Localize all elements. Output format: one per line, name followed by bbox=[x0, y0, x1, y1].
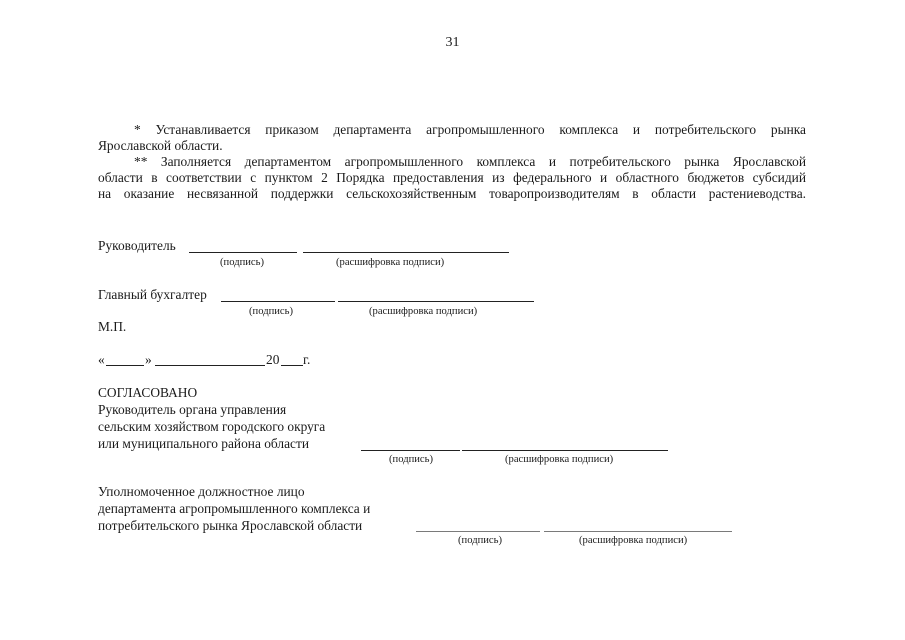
approved-decoding-line bbox=[462, 450, 668, 451]
date-day-line bbox=[106, 365, 144, 366]
official-decoding-line bbox=[544, 531, 732, 532]
official-signature-line bbox=[416, 531, 540, 532]
footnote-2-line-2: области в соответствии с пунктом 2 Порядка предоставления из федерального и областного бюджетов субсидий bbox=[98, 170, 806, 185]
footnote-2-line-3: на оказание несвязанной поддержки сельскохозяйственным товаропроизводителям в области растениеводства. bbox=[98, 186, 806, 201]
stamp-label: М.П. bbox=[98, 319, 127, 334]
official-line-1: Уполномоченное должностное лицо bbox=[98, 484, 305, 499]
approved-title: СОГЛАСОВАНО bbox=[98, 385, 198, 400]
accountant-decoding-caption: (расшифровка подписи) bbox=[369, 306, 478, 317]
head-decoding-caption: (расшифровка подписи) bbox=[336, 257, 445, 268]
official-line-3: потребительского рынка Ярославской области bbox=[98, 518, 363, 533]
official-decoding-caption: (расшифровка подписи) bbox=[579, 535, 688, 546]
date-month-line bbox=[155, 365, 265, 366]
page-number: 31 bbox=[445, 35, 460, 50]
approved-signature-line bbox=[361, 450, 460, 451]
date-year-suffix: г. bbox=[303, 352, 311, 367]
head-label: Руководитель bbox=[98, 238, 176, 253]
accountant-label: Главный бухгалтер bbox=[98, 287, 207, 302]
head-decoding-line bbox=[303, 252, 509, 253]
date-year-line bbox=[281, 365, 303, 366]
head-signature-line bbox=[189, 252, 297, 253]
accountant-signature-line bbox=[221, 301, 335, 302]
footnote-1-line-2: Ярославской области. bbox=[98, 138, 223, 153]
head-signature-caption: (подпись) bbox=[220, 257, 264, 268]
accountant-decoding-line bbox=[338, 301, 534, 302]
footnote-2-line-1: ** Заполняется департаментом агропромышленного комплекса и потребительского рынка Ярославской bbox=[134, 154, 806, 169]
approved-line-3: или муниципального района области bbox=[98, 436, 309, 451]
approved-decoding-caption: (расшифровка подписи) bbox=[505, 454, 614, 465]
accountant-signature-caption: (подпись) bbox=[249, 306, 293, 317]
approved-line-1: Руководитель органа управления bbox=[98, 402, 287, 417]
approved-signature-caption: (подпись) bbox=[389, 454, 433, 465]
approved-line-2: сельским хозяйством городского округа bbox=[98, 419, 326, 434]
footnote-1-line-1: * Устанавливается приказом департамента агропромышленного комплекса и потребительского рынка bbox=[134, 122, 806, 137]
official-line-2: департамента агропромышленного комплекса и bbox=[98, 501, 371, 516]
date-close-quote: » bbox=[145, 352, 152, 367]
official-signature-caption: (подпись) bbox=[458, 535, 502, 546]
date-year-prefix: 20 bbox=[266, 352, 280, 367]
date-open-quote: « bbox=[98, 352, 105, 367]
